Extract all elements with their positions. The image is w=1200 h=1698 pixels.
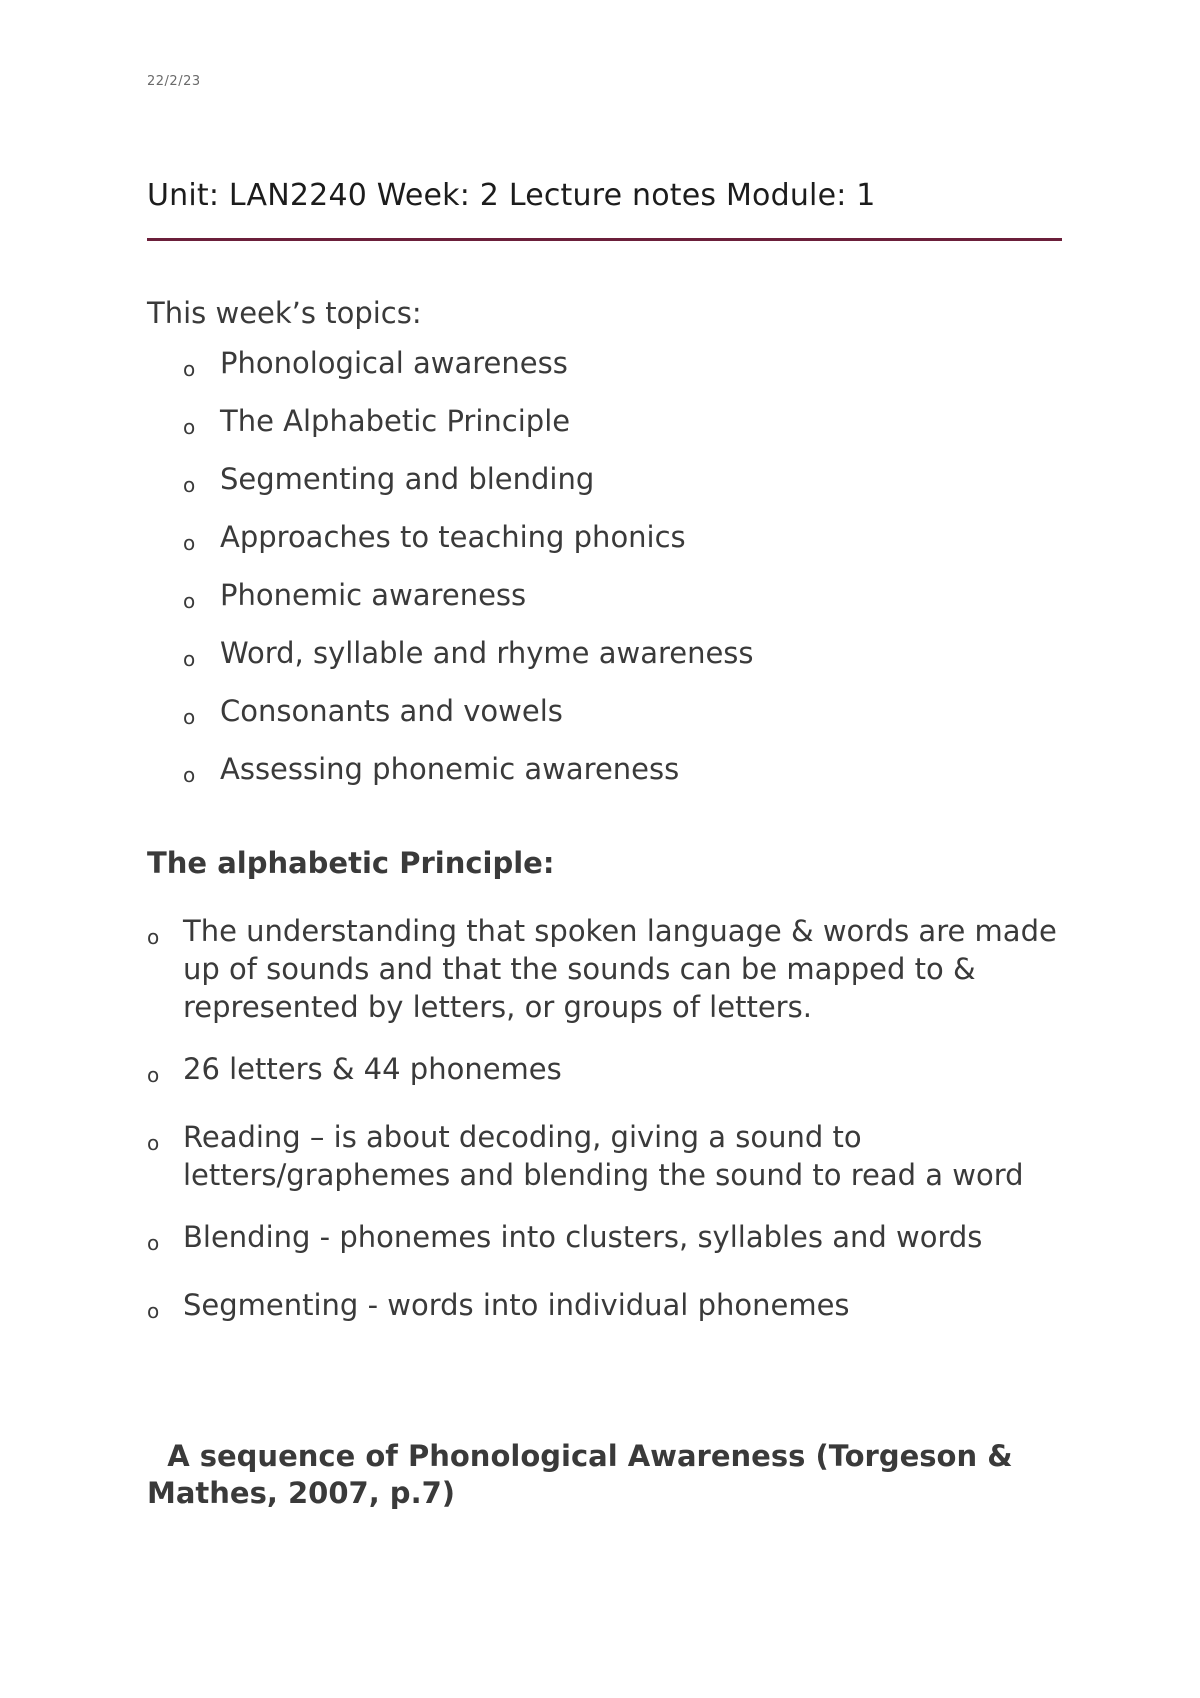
principle-point [0, 912, 1063, 1026]
topic-item [0, 576, 754, 634]
page-title: Unit: LAN2240 Week: 2 Lecture notes Module: 1 [147, 178, 876, 213]
principle-points-list [0, 912, 1063, 1324]
topic-label: The Alphabetic Principle [220, 404, 571, 438]
topic-label: Segmenting and blending [220, 462, 595, 496]
bullet-icon: o [183, 705, 196, 729]
point-text: Segmenting - words into individual phonemes [183, 1288, 850, 1322]
topic-item [0, 460, 754, 518]
document-date: 22/2/23 [147, 74, 201, 89]
bullet-icon: o [147, 1231, 160, 1255]
topic-item [0, 692, 754, 750]
point-text: 26 letters & 44 phonemes [183, 1052, 562, 1086]
principle-point [0, 1118, 1063, 1194]
point-text: Blending - phonemes into clusters, syllables and words [183, 1220, 983, 1254]
point-text: Reading – is about decoding, giving a sound to letters/graphemes and blending the sound to read a word [183, 1120, 1024, 1192]
topic-label: Assessing phonemic awareness [220, 752, 680, 786]
bullet-icon: o [147, 925, 160, 949]
topic-label: Phonological awareness [220, 346, 568, 380]
principle-point [0, 1050, 1063, 1088]
topic-label: Word, syllable and rhyme awareness [220, 636, 754, 670]
topic-item [0, 634, 754, 692]
point-text: The understanding that spoken language & words are made up of sounds and that the sounds can be mapped to & represented by letters, or groups of letters. [183, 914, 1057, 1024]
sequence-heading: A sequence of Phonological Awareness (Torgeson & Mathes, 2007, p.7) [147, 1439, 1023, 1510]
bullet-icon: o [183, 531, 196, 555]
bullet-icon: o [147, 1131, 160, 1155]
topic-item [0, 518, 754, 576]
bullet-icon: o [183, 589, 196, 613]
title-divider [147, 238, 1062, 241]
bullet-icon: o [183, 357, 196, 381]
topic-item [0, 402, 754, 460]
bullet-icon: o [147, 1299, 160, 1323]
bullet-icon: o [183, 415, 196, 439]
bullet-icon: o [147, 1063, 160, 1087]
topic-label: Phonemic awareness [220, 578, 527, 612]
topics-list [0, 344, 754, 808]
topic-label: Approaches to teaching phonics [220, 520, 686, 554]
principle-point [0, 1286, 1063, 1324]
topic-label: Consonants and vowels [220, 694, 563, 728]
section-heading: The alphabetic Principle: [147, 846, 555, 880]
topic-item [0, 750, 754, 808]
bullet-icon: o [183, 763, 196, 787]
bullet-icon: o [183, 473, 196, 497]
topics-heading: This week’s topics: [147, 296, 422, 330]
principle-point [0, 1218, 1063, 1256]
topic-item [0, 344, 754, 402]
bullet-icon: o [183, 647, 196, 671]
